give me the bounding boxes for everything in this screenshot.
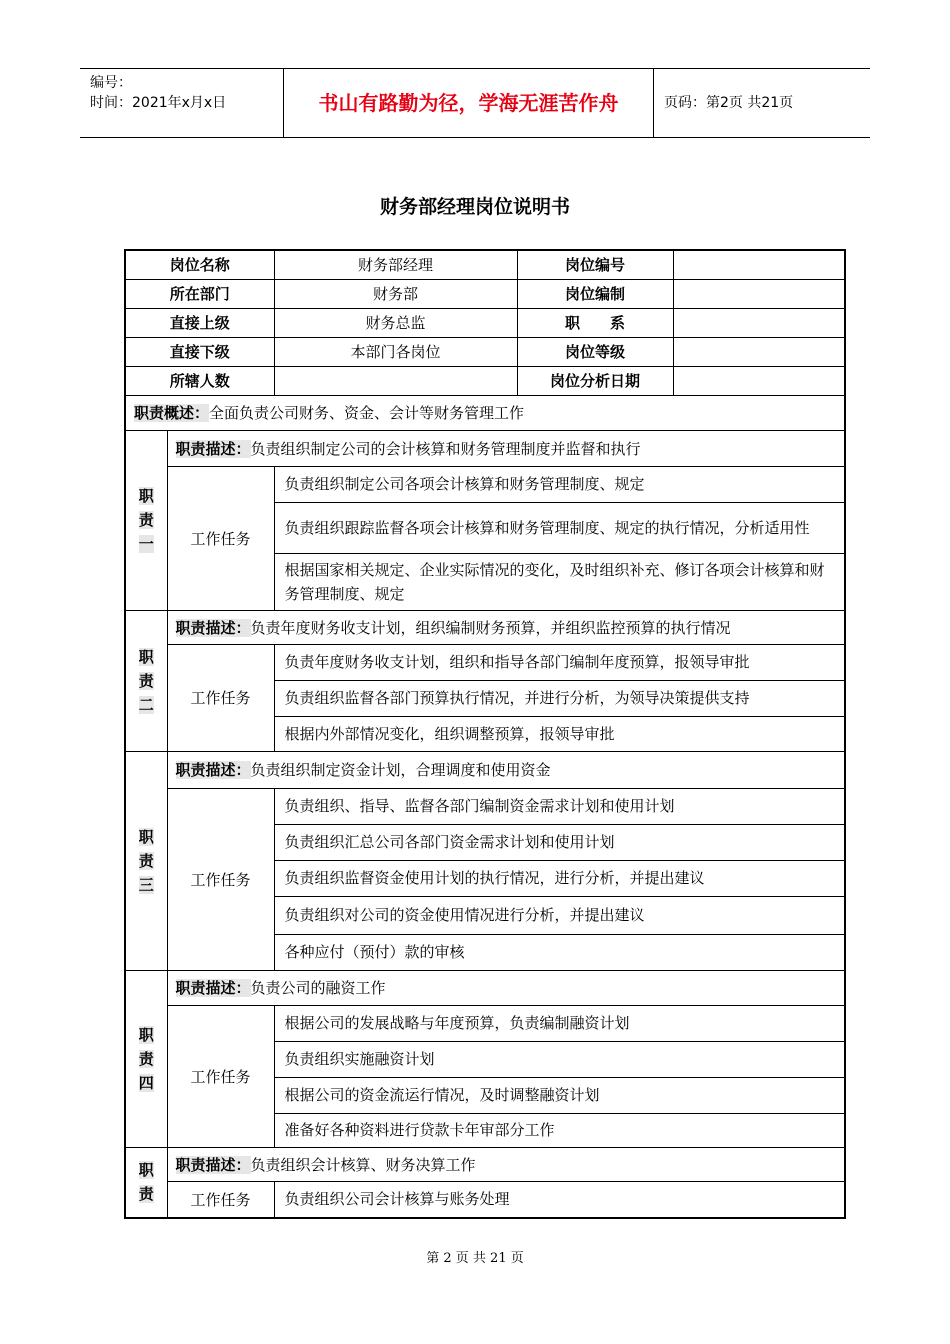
duty-desc-row	[125, 1147, 845, 1181]
work-task-label: 工作任务	[167, 466, 274, 610]
task-item: 负责组织跟踪监督各项会计核算和财务管理制度、规定的执行情况，分析适用性	[274, 502, 845, 553]
info-value: 财务部经理	[274, 250, 517, 279]
task-item: 负责年度财务收支计划，组织和指导各部门编制年度预算，报领导审批	[274, 644, 845, 680]
info-value: 财务总监	[274, 308, 517, 337]
duty-char: 责	[138, 1185, 154, 1204]
info-row	[125, 279, 845, 308]
header-page-info: 页码：第2页 共21页	[664, 95, 794, 111]
info-label: 所在部门	[125, 279, 274, 308]
task-row	[125, 1181, 845, 1218]
duty-heading	[125, 751, 167, 970]
task-row	[125, 644, 845, 680]
document-title: 财务部经理岗位说明书	[379, 196, 570, 218]
task-item: 负责组织对公司的资金使用情况进行分析，并提出建议	[274, 896, 845, 934]
duty-desc-label: 职责描述：	[175, 618, 251, 637]
info-row	[125, 250, 845, 279]
duty-char: 责	[138, 671, 154, 690]
duty-desc-text: 负责组织制定公司的会计核算和财务管理制度并监督和执行	[250, 439, 641, 458]
duty-heading	[125, 970, 167, 1147]
duty-desc-row	[125, 610, 845, 644]
info-row	[125, 366, 845, 395]
page-header	[80, 68, 870, 138]
time-label: 时间：2021年x月x日	[90, 95, 227, 111]
duty-char: 职	[138, 647, 154, 666]
header-motto: 书山有路勤为径，学海无涯苦作舟	[283, 69, 654, 137]
duty-desc-label: 职责描述：	[175, 979, 251, 997]
duty-desc-text: 负责年度财务收支计划，组织编制财务预算，并组织监控预算的执行情况	[250, 618, 731, 637]
duty-desc-cell	[167, 430, 845, 466]
work-task-label: 工作任务	[167, 1005, 274, 1147]
duty-heading	[125, 430, 167, 610]
duty-char: 二	[138, 695, 154, 714]
duty-char: 职	[138, 487, 154, 505]
info-label: 岗位等级	[517, 337, 673, 366]
duty-desc-cell	[167, 970, 845, 1005]
info-value	[673, 366, 845, 395]
info-value: 本部门各岗位	[274, 337, 517, 366]
duty-desc-row	[125, 970, 845, 1005]
duty-desc-row	[125, 751, 845, 788]
number-label: 编号：	[90, 75, 132, 91]
duty-heading	[125, 610, 167, 751]
task-item: 负责组织实施融资计划	[274, 1041, 845, 1077]
duty-char: 职	[138, 827, 154, 846]
page-footer: 第 2 页 共 21 页	[426, 1251, 524, 1266]
info-label: 岗位编号	[517, 250, 673, 279]
duty-char: 职	[138, 1025, 154, 1044]
info-value	[274, 366, 517, 395]
duty-heading	[125, 1147, 167, 1218]
duty-char: 责	[138, 511, 154, 529]
task-item: 负责组织汇总公司各部门资金需求计划和使用计划	[274, 824, 845, 860]
duty-desc-text: 负责组织会计核算、财务决算工作	[250, 1155, 476, 1174]
task-item: 根据公司的资金流运行情况，及时调整融资计划	[274, 1077, 845, 1113]
info-label: 直接下级	[125, 337, 274, 366]
overview-text: 全面负责公司财务、资金、会计等财务管理工作	[209, 404, 525, 422]
task-item: 根据国家相关规定、企业实际情况的变化，及时组织补充、修订各项会计核算和财务管理制度、规定	[274, 553, 845, 610]
task-item: 负责组织监督资金使用计划的执行情况，进行分析，并提出建议	[274, 860, 845, 896]
info-value: 财务部	[274, 279, 517, 308]
task-item: 负责组织监督各部门预算执行情况，并进行分析，为领导决策提供支持	[274, 680, 845, 716]
job-description-table	[124, 249, 846, 1219]
info-label: 岗位名称	[125, 250, 274, 279]
work-task-label: 工作任务	[167, 1181, 274, 1218]
duty-char: 三	[138, 875, 154, 894]
info-row	[125, 337, 845, 366]
task-item: 负责组织、指导、监督各部门编制资金需求计划和使用计划	[274, 788, 845, 824]
duty-char: 责	[138, 1049, 154, 1068]
duty-char: 四	[138, 1073, 154, 1092]
info-label: 直接上级	[125, 308, 274, 337]
duty-char: 责	[138, 851, 154, 870]
task-item: 各种应付（预付）款的审核	[274, 934, 845, 970]
info-label: 岗位分析日期	[517, 366, 673, 395]
info-label: 岗位编制	[517, 279, 673, 308]
task-item: 根据公司的发展战略与年度预算，负责编制融资计划	[274, 1005, 845, 1041]
info-label: 所辖人数	[125, 366, 274, 395]
task-item: 准备好各种资料进行贷款卡年审部分工作	[274, 1113, 845, 1147]
info-label: 职 系	[517, 308, 673, 337]
info-value	[673, 308, 845, 337]
duty-desc-row	[125, 430, 845, 466]
info-value	[673, 337, 845, 366]
header-meta	[80, 69, 283, 137]
info-value	[673, 279, 845, 308]
task-row	[125, 788, 845, 824]
duty-desc-text: 负责公司的融资工作	[250, 979, 386, 997]
task-item: 根据内外部情况变化，组织调整预算，报领导审批	[274, 716, 845, 751]
info-row	[125, 308, 845, 337]
duty-desc-label: 职责描述：	[175, 761, 251, 779]
overview-cell	[125, 395, 845, 430]
info-value	[673, 250, 845, 279]
work-task-label: 工作任务	[167, 644, 274, 751]
duty-desc-label: 职责描述：	[175, 1155, 251, 1174]
task-row	[125, 1005, 845, 1041]
overview-label: 职责概述：	[134, 404, 210, 422]
overview-row	[125, 395, 845, 430]
duty-desc-cell	[167, 610, 845, 644]
work-task-label: 工作任务	[167, 788, 274, 970]
task-row	[125, 466, 845, 502]
duty-char: 职	[138, 1161, 154, 1180]
duty-desc-text: 负责组织制定资金计划，合理调度和使用资金	[250, 761, 551, 779]
task-item: 负责组织公司会计核算与账务处理	[274, 1181, 845, 1218]
duty-char: 一	[138, 535, 154, 553]
duty-desc-cell	[167, 751, 845, 788]
duty-desc-label: 职责描述：	[175, 439, 251, 458]
duty-desc-cell	[167, 1147, 845, 1181]
task-item: 负责组织制定公司各项会计核算和财务管理制度、规定	[274, 466, 845, 502]
